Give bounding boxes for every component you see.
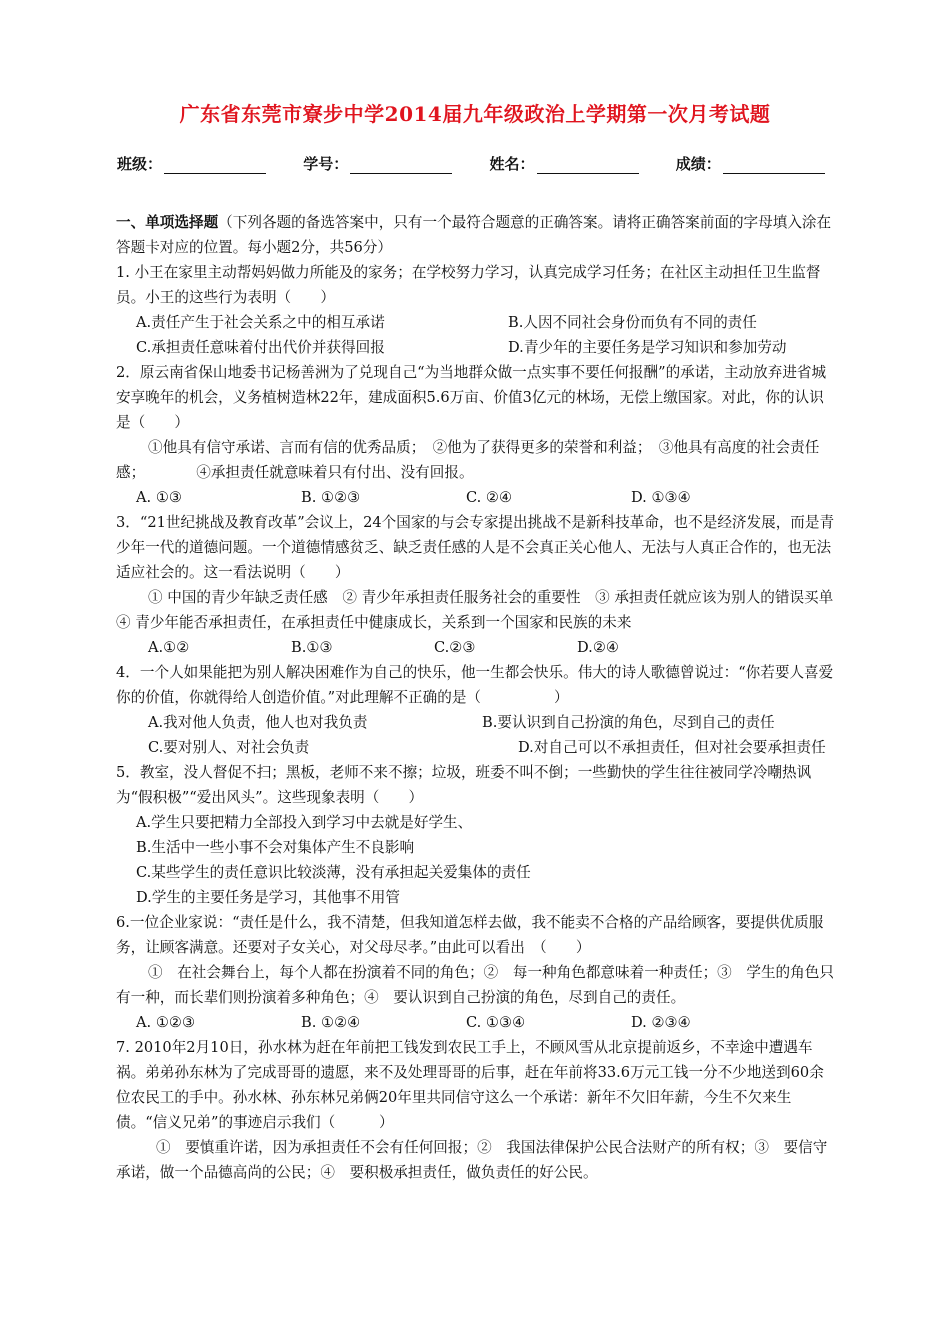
q2-option-b: B. ①②③ (301, 489, 361, 506)
question-4-stem: 4．一个人如果能把为别人解决困难作为自己的快乐，他一生都会快乐。伟大的诗人歌德曾说过：“你若要人喜爱你的价值，你就得给人创造价值。”对此理解不正确的是（ ） (116, 664, 834, 706)
section-heading (116, 210, 836, 260)
question-1-options-row2 (116, 335, 836, 360)
question-2-items: ①他具有信守承诺、言而有信的优秀品质； ②他为了获得更多的荣誉和利益； ③他具有高度的社会责任感； ④承担责任就意味着只有付出、没有回报。 (116, 439, 820, 481)
q6-option-c: C. ①③④ (466, 1014, 526, 1031)
question-3-items: ① 中国的青少年缺乏责任感 ② 青少年承担责任服务社会的重要性 ③ 承担责任就应该为别人的错误买单 ④ 青少年能否承担责任，在承担责任中健康成长，关系到一个国家和民族的未来 (116, 589, 848, 631)
q1-option-b: B.人因不同社会身份而负有不同的责任 (508, 314, 757, 331)
q2-option-c: C. ②④ (466, 489, 513, 506)
id-field (303, 153, 452, 174)
name-field (490, 153, 639, 174)
q6-option-a: A. ①②③ (136, 1014, 196, 1031)
score-field (676, 153, 825, 174)
question-4-options-row1 (116, 710, 836, 735)
question-7-items: ① 要慎重许诺，因为承担责任不会有任何回报；② 我国法律保护公民合法财产的所有权；③ 要信守承诺，做一个品德高尚的公民；④ 要积极承担责任，做负责任的好公民。 (116, 1139, 828, 1181)
q1-option-d: D.青少年的主要任务是学习知识和参加劳动 (508, 339, 787, 356)
question-5-stem: 5．教室，没人督促不扫；黑板，老师不来不擦；垃圾，班委不叫不倒；一些勤快的学生往往被同学冷嘲热讽为“假积极”“爱出风头”。这些现象表明（ ） (116, 764, 812, 806)
score-label: 成绩： (675, 155, 721, 173)
question-1-stem: 1. 小王在家里主动帮妈妈做力所能及的家务；在学校努力学习，认真完成学习任务；在社区主动担任卫生监督员。小王的这些行为表明（ ） (116, 264, 821, 306)
q3-option-c: C.②③ (434, 639, 476, 656)
name-blank (537, 158, 639, 174)
q5-option-c: C.某些学生的责任意识比较淡薄，没有承担起关爱集体的责任 (136, 864, 531, 881)
q4-option-d: D.对自己可以不承担责任，但对社会要承担责任 (518, 739, 826, 756)
question-7-stem: 7. 2010年2月10日，孙水林为赶在年前把工钱发到农民工手上，不顾风雪从北京提前返乡，不幸途中遭遇车祸。弟弟孙东林为了完成哥哥的遗愿，来不及处理哥哥的后事，赶在年前将33.6万元工钱一分不少地送到60余位农民工的手中。孙水林、孙东林兄弟俩20年里共同信守这么一个承诺：新年不欠旧年薪，今生不欠来生债。“信义兄弟”的事迹启示我们（ ） (116, 1039, 824, 1131)
student-info-row (117, 153, 837, 174)
class-label: 班级： (117, 155, 163, 173)
q4-option-c: C.要对别人、对社会负责 (148, 739, 310, 756)
class-blank (164, 158, 266, 174)
name-label: 姓名： (489, 155, 535, 173)
question-2-stem: 2．原云南省保山地委书记杨善洲为了兑现自己“为当地群众做一点实事不要任何报酬”的承诺，主动放弃进省城安享晚年的机会，义务植树造林22年，建成面积5.6万亩、价值3亿元的林场，无偿上缴国家。对此，你的认识是（ ） (116, 364, 827, 431)
q2-option-d: D. ①③④ (631, 489, 691, 506)
q5-option-b: B.生活中一些小事不会对集体产生不良影响 (136, 839, 415, 856)
q1-option-c: C.承担责任意味着付出代价并获得回报 (136, 339, 385, 356)
exam-title: 广东省东莞市寮步中学2014届九年级政治上学期第一次月考试题 (179, 102, 771, 126)
q5-option-a: A.学生只要把精力全部投入到学习中去就是好学生、 (136, 814, 473, 831)
q1-option-a: A.责任产生于社会关系之中的相互承诺 (136, 314, 385, 331)
q4-option-a: A.我对他人负责，他人也对我负责 (148, 714, 368, 731)
q6-option-d: D. ②③④ (631, 1014, 691, 1031)
exam-content (116, 210, 848, 1185)
class-field (117, 153, 266, 174)
q5-option-d: D.学生的主要任务是学习，其他事不用管 (136, 889, 400, 906)
q3-option-b: B.①③ (291, 639, 333, 656)
id-blank (350, 158, 452, 174)
question-2-options (116, 485, 836, 510)
question-6-options (116, 1010, 836, 1035)
question-4-options-row2 (116, 735, 836, 760)
question-6-items: ① 在社会舞台上，每个人都在扮演着不同的角色；② 每一种角色都意味着一种责任；③ 学生的角色只有一种，而长辈们则扮演着多种角色；④ 要认识到自己扮演的角色，尽到自己的责任。 (116, 964, 834, 1006)
section-instructions: （下列各题的备选答案中，只有一个最符合题意的正确答案。请将正确答案前面的字母填入涂在答题卡对应的位置。每小题2分，共56分） (116, 214, 832, 256)
score-blank (723, 158, 825, 174)
q4-option-b: B.要认识到自己扮演的角色，尽到自己的责任 (482, 714, 775, 731)
section-title: 一、单项选择题 (116, 214, 219, 231)
question-1-options-row1 (116, 310, 836, 335)
q3-option-a: A.①② (148, 639, 190, 656)
question-6-stem: 6.一位企业家说：“责任是什么，我不清楚，但我知道怎样去做，我不能卖不合格的产品给顾客，要提供优质服务，让顾客满意。还要对子女关心，对父母尽孝。”由此可以看出 （ ） (116, 914, 824, 956)
question-3-options (116, 635, 836, 660)
id-label: 学号： (303, 155, 349, 173)
q6-option-b: B. ①②④ (301, 1014, 361, 1031)
question-3-stem: 3．“21世纪挑战及教育改革”会议上，24个国家的与会专家提出挑战不是新科技革命，也不是经济发展，而是青少年一代的道德问题。一个道德情感贫乏、缺乏责任感的人是不会真正关心他人、无法与人真正合作的，也无法适应社会的。这一看法说明（ ） (116, 514, 835, 581)
q2-option-a: A. ①③ (136, 489, 182, 506)
q3-option-d: D.②④ (577, 639, 619, 656)
